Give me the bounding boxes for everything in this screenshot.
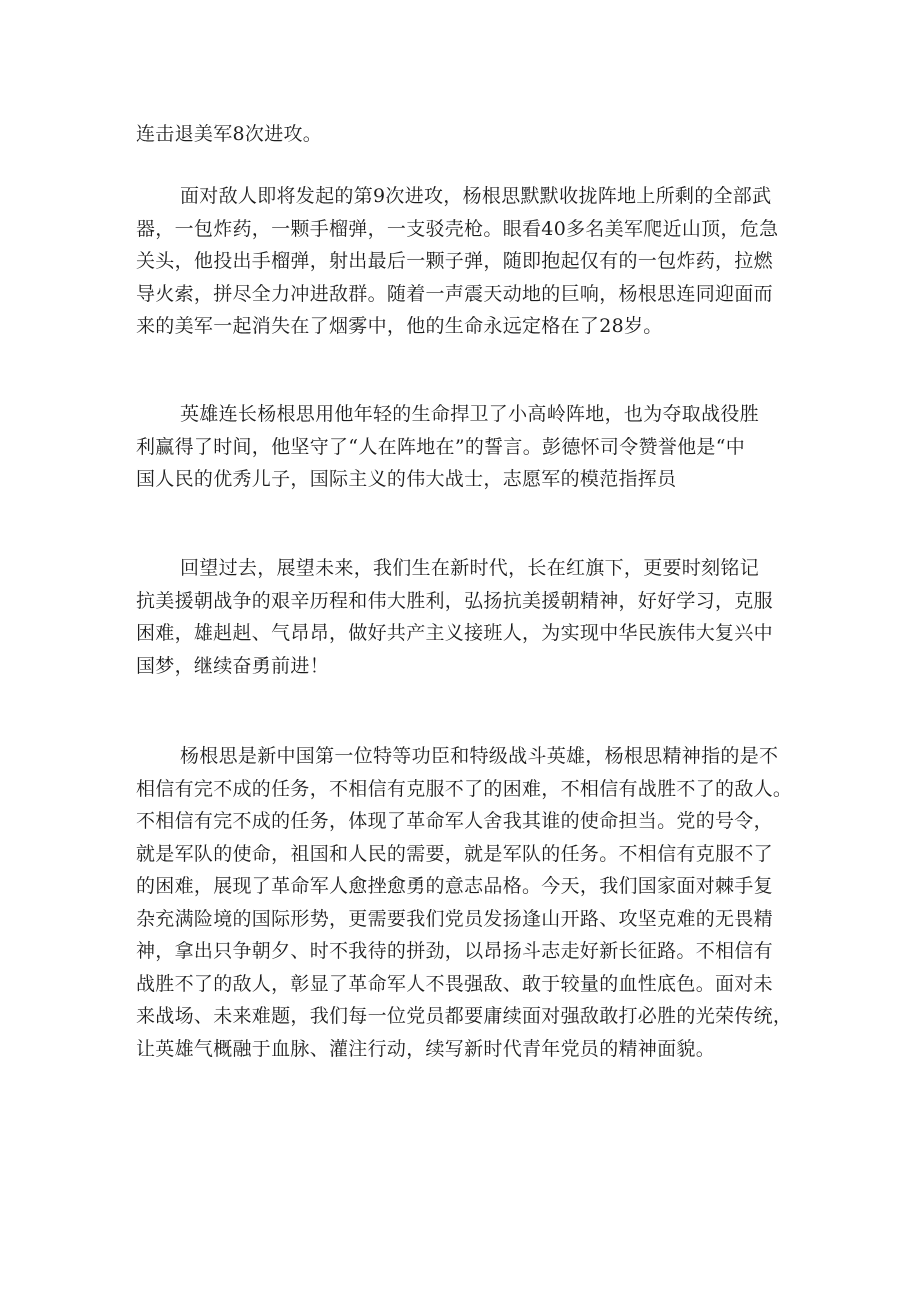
paragraph-line: 不相信有完不成的任务，体现了革命军人舍我其谁的使命担当。党的号令，	[136, 810, 773, 832]
paragraph-line: 的困难，展现了革命军人愈挫愈勇的意志品格。今天，我们国家面对棘手复	[136, 875, 773, 897]
paragraph-line: 就是军队的使命，祖国和人民的需要，就是军队的任务。不相信有克服不了	[136, 842, 773, 865]
paragraph-1	[136, 118, 796, 151]
paragraph-line: 杂充满险境的国际形势，更需要我们党员发扬逢山开路、攻坚克难的无畏精	[136, 907, 773, 930]
paragraph-line: 来的美军一起消失在了烟雾中，他的生命永远定格在了28岁。	[136, 315, 663, 337]
paragraph-line: 面对敌人即将发起的第9次进攻，杨根思默默收拢阵地上所剩的全部武	[180, 185, 772, 207]
paragraph-5	[136, 740, 796, 1065]
paragraph-line: 杨根思是新中国第一位特等功臣和特级战斗英雄，杨根思精神指的是不	[180, 745, 779, 767]
paragraph-line: 导火索，拼尽全力冲进敌群。随着一声震天动地的巨响，杨根思连同迎面而	[136, 282, 773, 305]
paragraph-line: 利赢得了时间，他坚守了“人在阵地在”的誓言。彭德怀司令赞誉他是“中	[136, 435, 746, 458]
paragraph-line: 抗美援朝战争的艰辛历程和伟大胜利，弘扬抗美援朝精神，好好学习，克服	[136, 589, 773, 612]
paragraph-line: 关头，他投出手榴弹，射出最后一颗子弹，随即抱起仅有的一包炸药，拉燃	[136, 250, 773, 272]
paragraph-3	[136, 398, 796, 496]
paragraph-line: 回望过去，展望未来，我们生在新时代，长在红旗下，更要时刻铭记	[180, 557, 760, 579]
paragraph-line: 相信有完不成的任务，不相信有克服不了的困难，不相信有战胜不了的敌人。	[136, 777, 793, 800]
paragraph-line: 国梦，继续奋勇前进！	[136, 654, 330, 677]
paragraph-2	[136, 180, 796, 343]
paragraph-line: 连击退美军8次进攻。	[136, 123, 323, 145]
paragraph-line: 国人民的优秀儿子，国际主义的伟大战士，志愿军的模范指挥员	[136, 468, 677, 490]
paragraph-line: 英雄连长杨根思用他年轻的生命捍卫了小高岭阵地，也为夺取战役胜	[180, 403, 760, 425]
paragraph-line: 来战场、未来难题，我们每一位党员都要庸续面对强敌敢打必胜的光荣传统，	[136, 1005, 793, 1027]
paragraph-line: 让英雄气概融于血脉、灌注行动，续写新时代青年党员的精神面貌。	[136, 1037, 716, 1060]
paragraph-line: 困难，雄赳赳、气昂昂，做好共产主义接班人，为实现中华民族伟大复兴中	[136, 622, 773, 644]
paragraph-line: 战胜不了的敌人，彰显了革命军人不畏强敌、敢于较量的血性底色。面对未	[136, 972, 773, 995]
paragraph-line: 器，一包炸药，一颗手榴弹，一支驳壳枪。眼看40多名美军爬近山顶，危急	[136, 217, 779, 240]
paragraph-4	[136, 552, 796, 682]
paragraph-line: 神，拿出只争朝夕、时不我待的拼劲，以昂扬斗志走好新长征路。不相信有	[136, 940, 773, 962]
